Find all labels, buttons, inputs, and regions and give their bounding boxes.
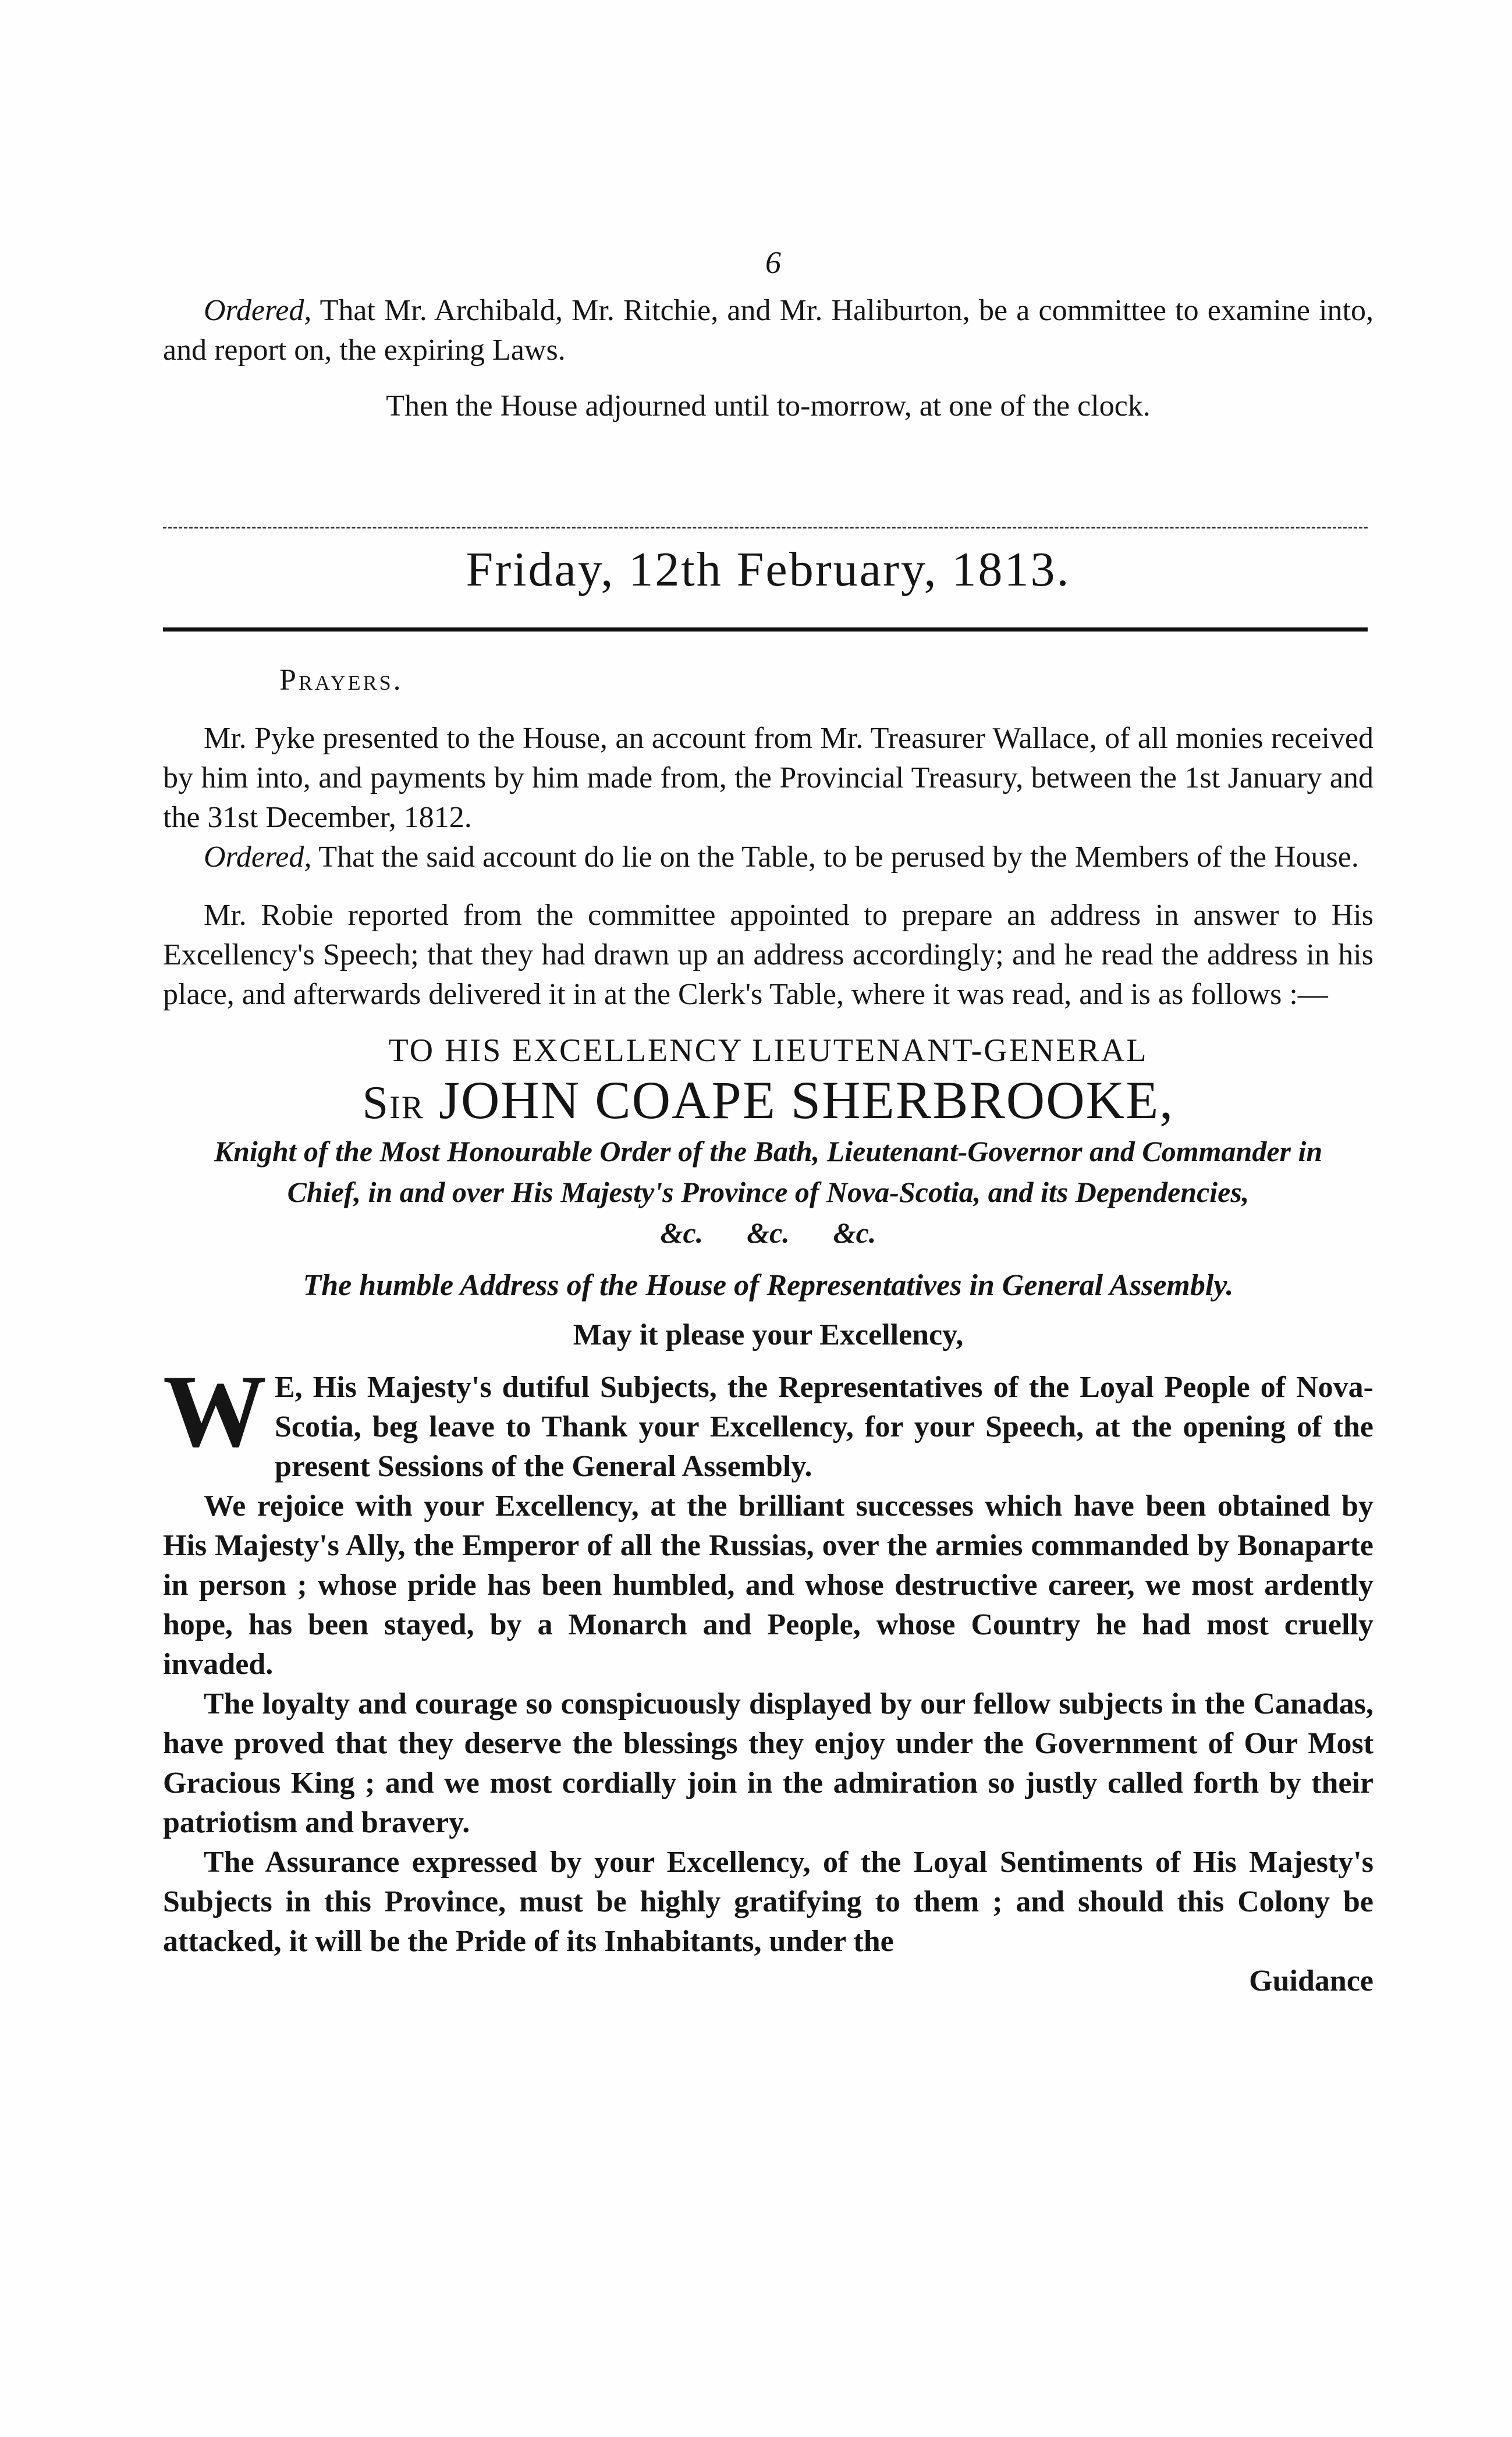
ordered-label: Ordered, (204, 294, 312, 327)
address-etc: &c. &c. &c. (660, 1216, 876, 1249)
adjourned-line: Then the House adjourned until to-morrow, at one of the clock. (386, 389, 1151, 423)
address-paragraph-2: We rejoice with your Excellency, at the brilliant successes which have been obtained by His Majesty's Ally, the Emperor of all the Russias, over the armies commanded by Bonaparte in person ; whose pride has been humbled, and whose destructive career, we most ardently hope, has been stayed, by a Monarch and People, whose Country he had most cruelly invaded. (163, 1489, 1373, 1681)
address-name (163, 1069, 1373, 1131)
address-sir: Sir (362, 1077, 425, 1129)
ordered-text: That Mr. Archibald, Mr. Ritchie, and Mr. Haliburton, be a committee to examine into, and report on, the expiring Laws. (163, 294, 1373, 367)
address-paragraph-1 (163, 1353, 1373, 1487)
address-body (163, 1353, 1373, 2001)
robie-paragraph: Mr. Robie reported from the committee appointed to prepare an address in answer to His Excellency's Speech; that they had drawn up an address accordingly; and he read the address in his place, and afterwards delivered it in at the Clerk's Table, where it was read, and is as follows :— (163, 899, 1373, 1011)
address-line-1: TO HIS EXCELLENCY LIEUTENANT-GENERAL (388, 1033, 1148, 1069)
address-titles: Knight of the Most Honourable Order of the Bath, Lieutenant-Governor and Commander in Chief, in and over His Majesty's Province of Nova-Scotia, and its Dependencies, (214, 1135, 1323, 1208)
address-heading (163, 1032, 1373, 1355)
address-paragraph-3: The loyalty and courage so conspicuously displayed by our fellow subjects in the Canadas, have proved that they deserve the blessings they enjoy under the Government of Our Most Gracious King ; and we most cordially join in the admiration so justly called forth by their patriotism and bravery. (163, 1687, 1373, 1839)
address-title: The humble Address of the House of Representatives in General Assembly. (303, 1269, 1234, 1302)
ordered-account-paragraph (163, 838, 1373, 877)
address-paragraph-4: The Assurance expressed by your Excellency, of the Loyal Sentiments of His Majesty's Subjects in this Province, must be highly gratifying to them ; and should this Colony be attacked, it will be the Pride of its Inhabitants, under the (163, 1846, 1373, 1958)
date-heading: Friday, 12th February, 1813. (466, 542, 1071, 597)
ordered-account-text: That the said account do lie on the Table, to be perused by the Members of the House. (311, 840, 1359, 874)
catchword: Guidance (1249, 1964, 1373, 1998)
address-greeting: May it please your Excellency, (573, 1318, 964, 1351)
drop-cap: W (163, 1353, 267, 1468)
page-number: 6 (765, 245, 781, 280)
address-paragraph-1-text: E, His Majesty's dutiful Subjects, the Representatives of the Loyal People of Nova-Scotia, beg leave to Thank your Excellency, for your Speech, at the opening of the present Sessions of the General Assembly. (275, 1371, 1373, 1483)
section-divider-top (163, 527, 1368, 528)
ordered-committee-paragraph (163, 291, 1373, 370)
section-divider-bottom (163, 627, 1368, 632)
ordered-label-2: Ordered, (204, 840, 312, 874)
prayers-label: Prayers. (279, 664, 403, 697)
pyke-paragraph: Mr. Pyke presented to the House, an account from Mr. Treasurer Wallace, of all monies received by him into, and payments by him made from, the Provincial Treasury, between the 1st January and the 31st December, 1812. (163, 722, 1373, 834)
address-name-text: JOHN COAPE SHERBROOKE, (424, 1070, 1174, 1130)
proceedings-section (163, 661, 1373, 2001)
intro-section (163, 291, 1373, 426)
